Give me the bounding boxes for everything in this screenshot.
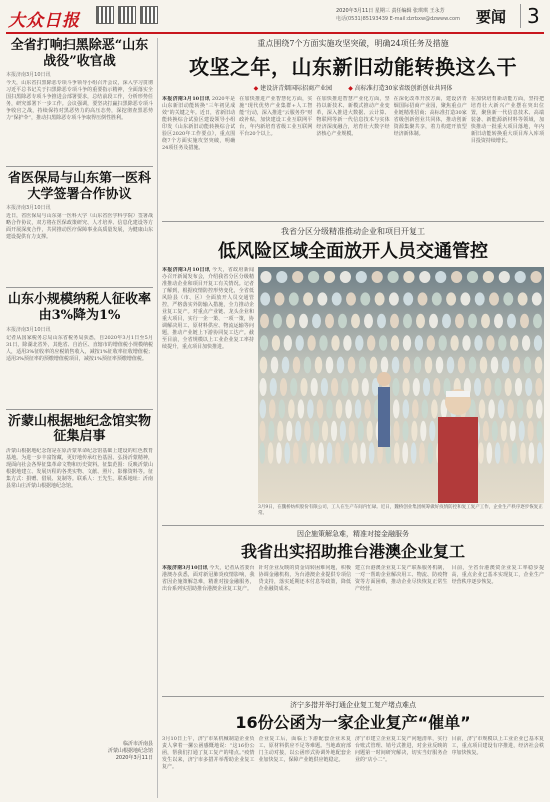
page-number: 3: [520, 4, 540, 28]
yarn-spool: [474, 378, 481, 396]
headline: 沂蒙山根据地纪念馆实物征集启事: [7, 413, 151, 445]
yarn-spool: [492, 421, 498, 441]
headline: 山东小规模纳税人征收率由3%降为1%: [7, 292, 151, 323]
yarn-spool: [367, 421, 373, 441]
yarn-spool: [270, 378, 277, 396]
yarn-spool: [536, 421, 542, 441]
yarn-spool: [388, 271, 399, 283]
yarn-spool: [402, 442, 408, 464]
yarn-spool: [422, 399, 429, 418]
article-column: 建立台港澳企业复工复产联系服务机制，一对一帮助企业解决用工、物流、防疫物资等方面困难，推动企业尽快恢复正常生产经营。: [355, 565, 448, 592]
yarn-spool: [435, 271, 446, 283]
yarn-spool: [310, 442, 316, 464]
yarn-spool: [277, 421, 283, 441]
yarn-spool: [367, 335, 375, 351]
yarn-spool: [515, 271, 526, 283]
story2-block: [162, 267, 544, 522]
yarn-spool: [534, 335, 542, 351]
story3-headline: 我省出实招助推台港澳企业复工: [240, 542, 465, 561]
yarn-spool: [411, 442, 417, 464]
yarn-spool: [282, 357, 290, 374]
yarn-spool: [429, 314, 438, 328]
yarn-spool: [346, 292, 356, 305]
article-body: 沂蒙山根据地纪念馆是在原沂蒙革命纪念馆基础上建设的红色教育基地。为进一步丰富馆藏，更好地传承红色基因、弘扬沂蒙精神，现面向社会各界征集革命文物和历史资料。征集范围：反映沂蒙山根据地建立、发展历程的各类实物、文献、照片、影像资料等。征集方式：捐赠、借展、复制等。联系人：王先生。联系地址：沂南县常山庄沂蒙山根据地纪念馆。: [6, 447, 153, 489]
yarn-spool: [313, 421, 319, 441]
divider: [162, 221, 544, 222]
yarn-spool: [279, 399, 286, 418]
yarn-spool: [304, 357, 312, 374]
article-column: 在加快培育新动能方面，坚持把培育壮大新兴产业摆在突出位置，聚焦新一代信息技术、高端装备、新能源新材料等领域，加快推动一批重大项目落地，年内新旧动能转换重大项目库入库项目投资持续增长。: [470, 96, 545, 144]
yarn-spool: [494, 378, 501, 396]
yarn-spool: [301, 442, 307, 464]
yarn-spool: [300, 378, 307, 396]
story-sweep-crime: [6, 38, 153, 162]
yarn-spool: [375, 292, 385, 305]
yarn-spool: [351, 378, 358, 396]
yarn-spool: [298, 399, 305, 418]
yarn-spool: [345, 399, 352, 418]
yarn-spool: [513, 357, 521, 374]
yarn-spool: [503, 292, 513, 305]
yarn-spool: [481, 314, 490, 328]
yarn-spool: [315, 357, 323, 374]
yarn-spool: [489, 292, 499, 305]
yarn-spool: [286, 421, 292, 441]
yarn-spool: [486, 442, 492, 464]
yarn-spool: [415, 335, 423, 351]
yarn-spool: [391, 335, 399, 351]
yarn-spool: [260, 314, 269, 328]
yarn-spool: [517, 399, 524, 418]
yarn-spool: [479, 399, 486, 418]
qr-code-icon: [140, 6, 158, 24]
story4-kicker: 济宁多措并举打通企业复工复产堵点难点: [290, 701, 416, 709]
yarn-spool: [341, 378, 348, 396]
yarn-spool: [322, 421, 328, 441]
yarn-spool: [403, 314, 412, 328]
yarn-spool: [403, 271, 414, 283]
yarn-spool: [259, 442, 265, 464]
yarn-spool: [537, 442, 543, 464]
yarn-spool: [505, 378, 512, 396]
yarn-spool: [439, 335, 447, 351]
yarn-spool: [419, 442, 425, 464]
yarn-spool: [442, 314, 451, 328]
yarn-spool: [462, 335, 470, 351]
lead-kicker: 重点围绕7个方面实施攻坚突破，明确24项任务及措施: [257, 39, 449, 48]
yarn-spool: [260, 399, 267, 418]
yarn-spool: [360, 442, 366, 464]
yarn-spool: [335, 442, 341, 464]
yarn-spool: [526, 399, 533, 418]
masthead-info: 2020年3月11日 星期三 责任编辑 张琪琪 王永芳: [336, 8, 445, 14]
yarn-spool: [429, 421, 435, 441]
yarn-spool: [311, 378, 318, 396]
yarn-spool: [394, 442, 400, 464]
photo-caption: 3月9日，在魏桥纺织股份有限公司，工人在生产车间内忙碌。近日，魏桥创业集团统筹做好疫情防控和复工复产工作，企业生产秩序逐步恢复正常。: [258, 505, 543, 516]
yarn-spool: [359, 357, 367, 374]
yarn-spool: [520, 442, 526, 464]
yarn-spool: [416, 314, 425, 328]
article-column: 在加快推进智慧产业化方面，坚持以新技术、新模式推动产业变革，深入推进大数据、云计算、物联网等新一代信息技术与实体经济深度融合，培育壮大数字经济核心产业规模。: [316, 96, 390, 137]
yarn-spool: [447, 357, 455, 374]
article-column: 本报济南3月10日讯 2020年是山东新旧动能转换“三年初见成效”的关键之年。近日，省新旧动能转换综合试验区建设领导小组印发《山东新旧动能转换综合试验区2020年工作要点》，重点围绕7个方面实施攻坚突破，明确24项任务及措施。: [162, 96, 236, 151]
yarn-spool: [260, 271, 271, 283]
yarn-spool: [418, 292, 428, 305]
yarn-spool: [331, 421, 337, 441]
qr-code-icon: [118, 6, 136, 24]
article-column: 针对企业反映的资金周转困难问题，积极协调金融机构，为台港澳企业提供专项信贷支持，落实延期还本付息等政策，降低企业融资成本。: [258, 565, 351, 592]
yarn-spool: [467, 271, 478, 283]
yarn-spool: [307, 399, 314, 418]
yarn-spool: [494, 314, 503, 328]
yarn-spool: [524, 357, 532, 374]
headline: 省医保局与山东第一医科大学签署合作协议: [7, 171, 151, 202]
story3-kicker: 因企施策解急难，精准对接金融服务: [297, 530, 409, 538]
divider: [162, 525, 544, 526]
yarn-spool: [519, 421, 525, 441]
yarn-spool: [280, 378, 287, 396]
yarn-spool: [269, 399, 276, 418]
yarn-spool: [483, 271, 494, 283]
yarn-spool: [498, 399, 505, 418]
section-title: 要闻: [476, 8, 507, 26]
story3-columns: [162, 565, 544, 693]
yarn-spool: [337, 357, 345, 374]
yarn-spool: [411, 421, 417, 441]
yarn-spool: [433, 378, 440, 396]
yarn-spool: [321, 378, 328, 396]
yarn-spool: [468, 314, 477, 328]
yarn-spool: [327, 442, 333, 464]
article-column: 目前，全省台港澳资企业复工率稳步提高，重点企业已基本实现复工，企业生产经营秩序逐步恢复。: [451, 565, 544, 585]
yarn-spool: [525, 378, 532, 396]
newspaper-logo: 大众日报: [8, 11, 80, 31]
yarn-spool: [307, 335, 315, 351]
yarn-spool: [488, 399, 495, 418]
yarn-spool: [352, 442, 358, 464]
yarn-spool: [389, 292, 399, 305]
yarn-spool: [369, 442, 375, 464]
yarn-spool: [338, 314, 347, 328]
yarn-spool: [370, 357, 378, 374]
yarn-spool: [501, 421, 507, 441]
story4-headline: 16份公函为一家企业复产“催单”: [235, 713, 471, 732]
yarn-spool: [324, 271, 335, 283]
yarn-spool: [360, 292, 370, 305]
yarn-spool: [536, 399, 543, 418]
byline: 本报济南3月10日讯: [162, 267, 211, 273]
yarn-spool: [336, 399, 343, 418]
yarn-spool: [480, 357, 488, 374]
story-museum-notice: [6, 409, 153, 761]
yarn-spool: [419, 271, 430, 283]
yarn-spool: [364, 314, 373, 328]
yarn-spool: [340, 421, 346, 441]
yarn-spool: [355, 399, 362, 418]
lead-headline: 攻坚之年，山东新旧动能转换这么干: [189, 55, 517, 79]
byline: 本报济南3月10日讯: [6, 326, 51, 333]
byline: 本报济南3月10日讯: [6, 205, 51, 212]
yarn-spool: [529, 442, 535, 464]
yarn-spool: [272, 335, 280, 351]
yarn-spool: [286, 314, 295, 328]
yarn-spool: [414, 357, 422, 374]
yarn-spool: [260, 378, 267, 396]
yarn-spool: [343, 335, 351, 351]
article-column: 目前，济宁市规模以上工业企业已基本复工，重点项目建设有序推进，经济社会秩序加快恢复。: [451, 736, 544, 756]
yarn-spool: [259, 421, 265, 441]
yarn-spool: [299, 314, 308, 328]
yarn-spool: [340, 271, 351, 283]
article-column: 3月10日上午，济宁市某机械制造企业负责人拿着一摞公函感慨地说：“这16份公函，帮我们打通了复工复产的堵点。”疫情发生以来，济宁市多措并举帮助企业复工复产。: [162, 736, 255, 770]
masthead: [6, 4, 544, 34]
article-column: 本报济南3月10日讯 今天，省政府新闻办召开新闻发布会，介绍我省分区分级精准推动企业和项目开复工有关情况。记者了解到，根据疫情防控形势变化，全省低风险县（市、区）全面放开人员交通管控，严格落实外防输入措施，全力推动企业复工复产。对重点产业链、龙头企业和重大项目，实行一企一策、一项一策，协调解决用工、原材料供应、物流运输等问题，推动产业链上下游协同复工达产。截至目前，全省规模以上工业企业复工率持续提升，重点项目加快推进。: [162, 267, 254, 350]
story4-columns: [162, 736, 544, 802]
headline: 全省打响扫黑除恶“山东战役”收官战: [10, 38, 149, 69]
yarn-spool: [284, 335, 292, 351]
yarn-spool: [317, 292, 327, 305]
yarn-spool: [455, 314, 464, 328]
yarn-spool: [318, 442, 324, 464]
lead-columns: [162, 96, 544, 218]
yarn-spool: [522, 335, 530, 351]
yarn-spool: [296, 335, 304, 351]
yarn-spool: [355, 335, 363, 351]
yarn-spool: [491, 357, 499, 374]
story2-kicker: 我省分区分级精准推动企业和项目开复工: [281, 227, 425, 236]
article-body: 记者从国家税务总局山东省税务局获悉，自2020年3月1日至5月31日，除湖北省外，其他省、自治区、直辖市的增值税小规模纳税人，适用3%征收率的应税销售收入，减按1%征收率征收增值税；适用3%预征率的预缴增值税项目，减按1%预征率预缴增值税。: [6, 334, 153, 362]
story-medical-insurance: [6, 166, 153, 283]
yarn-spool: [478, 442, 484, 464]
yarn-spool: [268, 421, 274, 441]
yarn-spool: [425, 357, 433, 374]
yarn-spool: [358, 421, 364, 441]
yarn-spool: [308, 271, 319, 283]
textile-workshop-image: [258, 267, 544, 503]
yarn-spool: [507, 314, 516, 328]
article-column: 在深化改革开放方面，建设济青烟国际招商产业园，聚焦重点产业链精准招商；高标准打造30家省级创新创业共同体，推动创新资源集聚共享，着力构建开放型经济新体制。: [393, 96, 467, 137]
yarn-spool: [325, 314, 334, 328]
yarn-spool: [393, 399, 400, 418]
yarn-spool: [312, 314, 321, 328]
yarn-spool: [349, 421, 355, 441]
subhead: ◆ 高标准打造30家省级创新创业共同体: [348, 83, 452, 92]
yarn-spool: [403, 335, 411, 351]
yarn-spool: [293, 442, 299, 464]
yarn-spool: [364, 399, 371, 418]
yarn-spool: [290, 378, 297, 396]
notice-signature: 临沂市沂南县 沂蒙山根据地纪念馆 2020年3月11日: [107, 740, 153, 761]
yarn-spool: [343, 442, 349, 464]
yarn-spool: [285, 442, 291, 464]
yarn-spool: [317, 399, 324, 418]
byline: 本报济南3月10日讯: [162, 565, 208, 571]
yarn-spool: [512, 442, 518, 464]
yarn-spool: [372, 271, 383, 283]
yarn-spool: [273, 314, 282, 328]
yarn-spool: [432, 292, 442, 305]
yarn-spool: [403, 378, 410, 396]
yarn-spool: [486, 335, 494, 351]
yarn-spool: [392, 378, 399, 396]
qr-code-icon: [96, 6, 114, 24]
yarn-spool: [520, 314, 529, 328]
yarn-spool: [535, 357, 543, 374]
yarn-spool: [356, 271, 367, 283]
yarn-spool: [271, 357, 279, 374]
story-tax-rate: [6, 287, 153, 404]
yarn-spool: [420, 421, 426, 441]
yarn-spool: [423, 378, 430, 396]
yarn-spool: [503, 442, 509, 464]
yarn-spool: [331, 335, 339, 351]
yarn-spool: [436, 357, 444, 374]
yarn-spool: [275, 292, 285, 305]
yarn-spool: [292, 271, 303, 283]
yarn-spool: [268, 442, 274, 464]
yarn-spool: [351, 314, 360, 328]
yarn-spool: [260, 292, 270, 305]
yarn-spool: [412, 399, 419, 418]
yarn-spool: [475, 292, 485, 305]
yarn-spool: [276, 442, 282, 464]
yarn-spool: [528, 421, 534, 441]
article-column: 济宁市建立企业复工复产问题清单，实行台账式管理、销号式推进，对企业反映的问题第一时间研究解决，切实当好服务企业的“店小二”。: [355, 736, 448, 763]
yarn-spool: [502, 357, 510, 374]
yarn-spool: [431, 399, 438, 418]
yarn-spool: [392, 357, 400, 374]
yarn-spool: [393, 421, 399, 441]
yarn-spool: [515, 378, 522, 396]
divider: [162, 696, 544, 697]
yarn-spool: [362, 378, 369, 396]
yarn-spool: [474, 335, 482, 351]
yarn-spool: [402, 421, 408, 441]
story2-headline: 低风险区域全面放开人员交通管控: [218, 241, 488, 262]
yarn-spool: [450, 335, 458, 351]
yarn-spool: [288, 399, 295, 418]
yarn-spool: [304, 421, 310, 441]
yarn-spool: [295, 421, 301, 441]
article-body: 近日，省医保局与山东第一医科大学（山东省医学科学院）签署战略合作协议，双方将在医保政策研究、人才培养、信息化建设等方面开展深度合作，共同推动医疗保障事业高质量发展，为健康山东建设提供有力支撑。: [6, 213, 153, 241]
yarn-spool: [289, 292, 299, 305]
yarn-spool: [458, 357, 466, 374]
yarn-spool: [469, 357, 477, 374]
article-column: 本报济南3月10日讯 今天，记者从省委台港澳办获悉，面对新冠肺炎疫情影响，我省因企施策解急难，精准对接金融服务，出台系列实招助推台港澳企业复工复产。: [162, 565, 255, 592]
yarn-spool: [403, 399, 410, 418]
yarn-spool: [484, 378, 491, 396]
yarn-spool: [260, 357, 268, 374]
yarn-spool: [293, 357, 301, 374]
yarn-spool: [390, 314, 399, 328]
yarn-spool: [381, 357, 389, 374]
yarn-spool: [276, 271, 287, 283]
yarn-spool: [303, 292, 313, 305]
yarn-spool: [533, 314, 542, 328]
yarn-spool: [348, 357, 356, 374]
yarn-spool: [260, 335, 268, 351]
lead-subheads: [162, 83, 544, 92]
yarn-spool: [377, 314, 386, 328]
yarn-spool: [326, 399, 333, 418]
yarn-spool: [510, 335, 518, 351]
yarn-spool: [510, 421, 516, 441]
yarn-spool: [495, 442, 501, 464]
yarn-spool: [403, 292, 413, 305]
yarn-spool: [331, 378, 338, 396]
yarn-spool: [532, 292, 542, 305]
yarn-spool: [446, 292, 456, 305]
masthead-contact: 电话(0531)85193439 E-mail:dzrbxw@dzwww.com: [336, 16, 460, 22]
yarn-spool: [507, 399, 514, 418]
yarn-spool: [326, 357, 334, 374]
article-column: 企业复工后，面临上下游配套企业未复工、原材料供应不足等难题。当地政府部门主动对接，以公函形式协调外地配套企业加快复工，保障产业链供应链稳定。: [258, 736, 351, 763]
factory-photo: [258, 267, 544, 503]
subhead: ◆ 建设济青烟国际招商产业园: [254, 83, 333, 92]
yarn-spool: [427, 335, 435, 351]
left-column: [6, 38, 158, 798]
yarn-spool: [379, 335, 387, 351]
yarn-spool: [319, 335, 327, 351]
yarn-spool: [403, 357, 411, 374]
yarn-spool: [483, 421, 489, 441]
yarn-spool: [518, 292, 528, 305]
yarn-spool: [332, 292, 342, 305]
yarn-spool: [531, 271, 542, 283]
yarn-spool: [451, 271, 462, 283]
yarn-spool: [499, 271, 510, 283]
yarn-spool: [535, 378, 542, 396]
main-area: [162, 38, 544, 802]
yarn-spool: [428, 442, 434, 464]
yarn-spool: [498, 335, 506, 351]
byline: 本报济南3月10日讯: [6, 72, 51, 79]
article-column: 在加快推进产业智慧化方面，实施“现代优势产业集群+人工智能”行动，深入推进“云服务券”财政补贴，加快建设工业互联网平台，年内新培育省级工业互联网平台20个以上。: [239, 96, 313, 137]
yarn-spool: [460, 292, 470, 305]
article-body: 今天，山东省扫黑除恶专项斗争领导小组召开会议，深入学习贯彻习近平总书记关于扫黑除恶专项斗争的重要指示精神，全面落实全国扫黑除恶专项斗争推进会部署要求，总结前段工作，分析形势任务，研究部署下一步工作。会议强调，要坚决打赢扫黑除恶专项斗争收官之战，持续保持对黑恶势力的高压态势，深挖彻查黑恶势力“保护伞”，推动扫黑除恶专项斗争取得压倒性胜利。: [6, 80, 153, 122]
yarn-spool: [413, 378, 420, 396]
byline: 本报济南3月10日讯: [162, 96, 211, 102]
